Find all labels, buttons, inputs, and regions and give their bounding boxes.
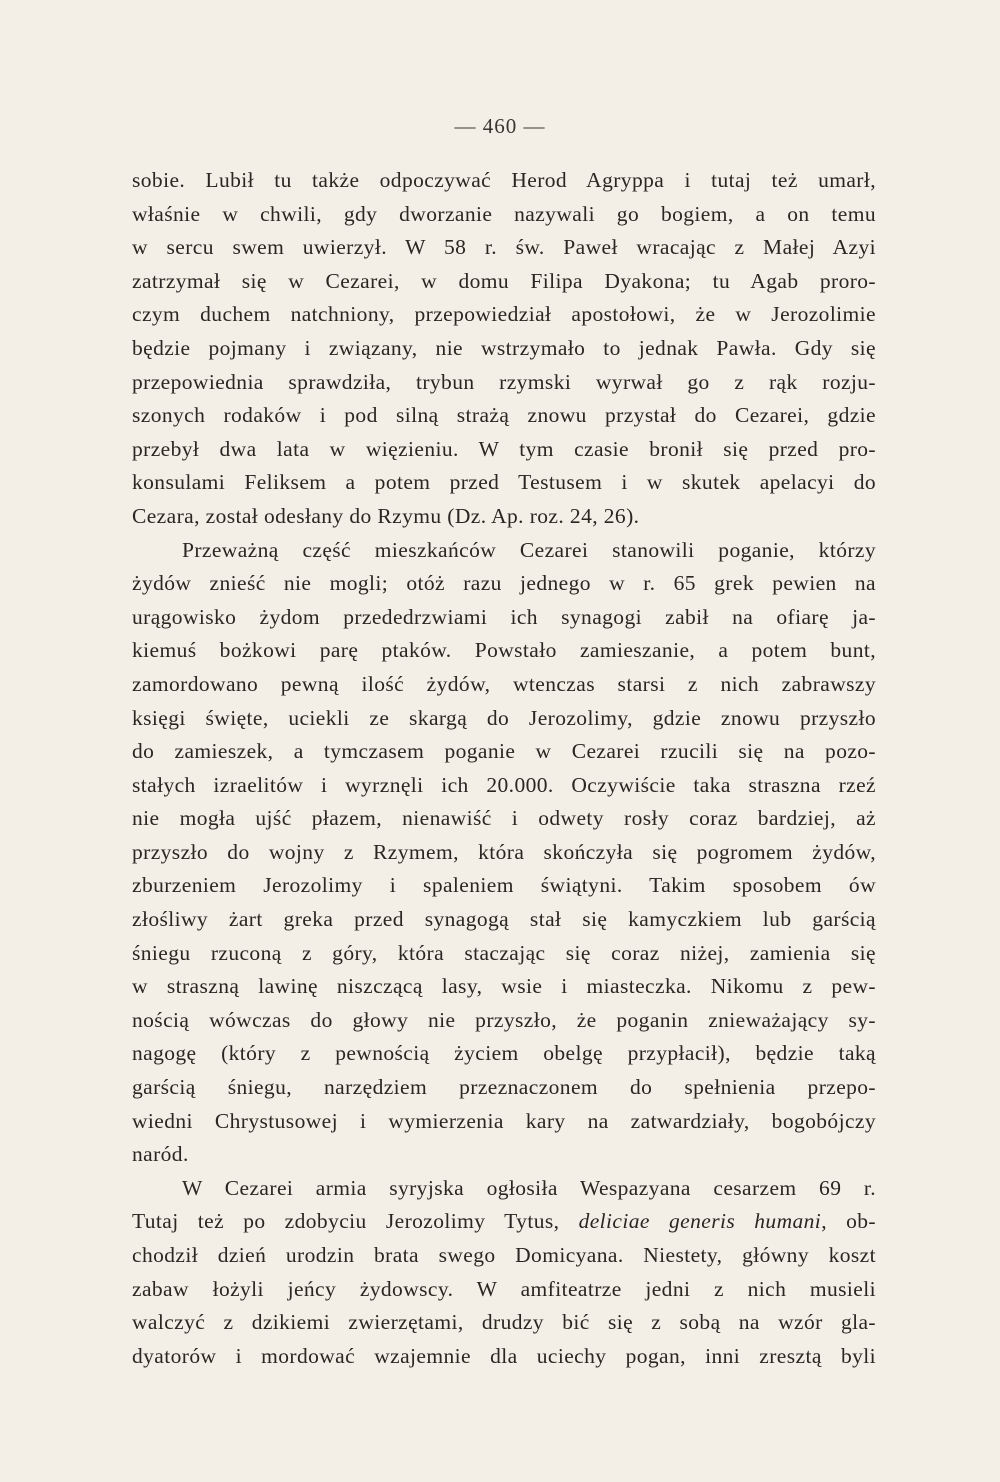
paragraph-2 [132,534,876,1172]
text-line: chodził dzień urodzin brata swego Domicyana. Niestety, główny koszt [132,1243,876,1267]
text-line: dyatorów i mordować wzajemnie dla uciechy pogan, inni zresztą byli [132,1343,876,1368]
text-line: kiemuś bożkowi parę ptaków. Powstało zamieszanie, a potem bunt, [132,638,876,663]
body-text [132,164,876,1373]
text-line: wiedni Chrystusowej i wymierzenia kary na zatwardziały, bogobójczy [132,1108,876,1133]
text-line: nością wówczas do głowy nie przyszło, że poganin znieważający sy- [132,1007,876,1032]
text-line: przyszło do wojny z Rzymem, która skończyła się pogromem żydów, [132,839,876,864]
text-line: w sercu swem uwierzył. W 58 r. św. Paweł wracając z Małej Azyi [132,235,876,260]
text-line: czym duchem natchniony, przepowiedział apostołowi, że w Jerozolimie [132,302,876,327]
text-line: walczyć z dzikiemi zwierzętami, drudzy bić się z sobą na wzór gla- [132,1310,876,1335]
text-line: urągowisko żydom przededrzwiami ich synagogi zabił na ofiarę ja- [132,604,876,629]
text-line: Cezara, został odesłany do Rzymu (Dz. Ap. roz. 24, 26). [132,503,640,528]
text-line: nagogę (który z pewnością życiem obelgę przypłacił), będzie taką [132,1041,876,1066]
text-line-with-italic: Tutaj też po zdobyciu Jerozolimy Tytus, deliciae generis humani, ob- [132,1209,876,1234]
text-line: garścią śniegu, narzędziem przeznaczonem do spełnienia przepo- [132,1075,876,1100]
italic-latin-phrase: deliciae generis humani [578,1209,822,1234]
text-line: będzie pojmany i związany, nie wstrzymało to jednak Pawła. Gdy się [132,335,876,360]
text-line: zabaw łożyli jeńcy żydowscy. W amfiteatrze jedni z nich musieli [132,1276,876,1301]
text-line: właśnie w chwili, gdy dworzanie nazywali go bogiem, a on temu [132,201,876,226]
text-line: przebył dwa lata w więzieniu. W tym czasie bronił się przed pro- [132,436,876,461]
text-line: naród. [132,1142,189,1167]
text-line: żydów znieść nie mogli; otóż razu jednego w r. 65 grek pewien na [132,571,876,596]
text-line: złośliwy żart greka przed synagogą stał się kamyczkiem lub garścią [132,907,876,932]
text-line: zamordowano pewną ilość żydów, wtenczas starsi z nich zabrawszy [132,671,876,696]
text-line: śniegu rzuconą z góry, która staczając się coraz niżej, zamienia się [132,940,876,965]
paragraph-3 [132,1172,876,1374]
text-line: zatrzymał się w Cezarei, w domu Filipa Dyakona; tu Agab proro- [132,268,876,293]
text-line: w straszną lawinę niszczącą lasy, wsie i miasteczka. Nikomu z pew- [132,974,876,999]
text-line: stałych izraelitów i wyrznęli ich 20.000. Oczywiście taka straszna rzeź [132,772,876,797]
text-line: nie mogła ujść płazem, nienawiść i odwety rosły coraz bardziej, aż [132,806,876,831]
text-line: zburzeniem Jerozolimy i spaleniem świątyni. Takim sposobem ów [132,873,876,898]
text-line: księgi święte, uciekli ze skargą do Jerozolimy, gdzie znowu przyszło [132,705,876,730]
text-line: W Cezarei armia syryjska ogłosiła Wespazyana cesarzem 69 r. [182,1175,876,1200]
text-line: Przeważną część mieszkańców Cezarei stanowili poganie, którzy [182,537,876,562]
text-line: sobie. Lubił tu także odpoczywać Herod Agryppa i tutaj też umarł, [132,168,876,192]
text-line: przepowiednia sprawdziła, trybun rzymski wyrwał go z rąk rozju- [132,369,876,394]
paragraph-1 [132,164,876,534]
text-line: konsulami Feliksem a potem przed Testusem i w skutek apelacyi do [132,470,876,495]
page-number: — 460 — [454,114,546,138]
text-line: szonych rodaków i pod silną strażą znowu przystał do Cezarei, gdzie [132,403,876,428]
text-line: do zamieszek, a tymczasem poganie w Cezarei rzucili się na pozo- [132,739,876,764]
